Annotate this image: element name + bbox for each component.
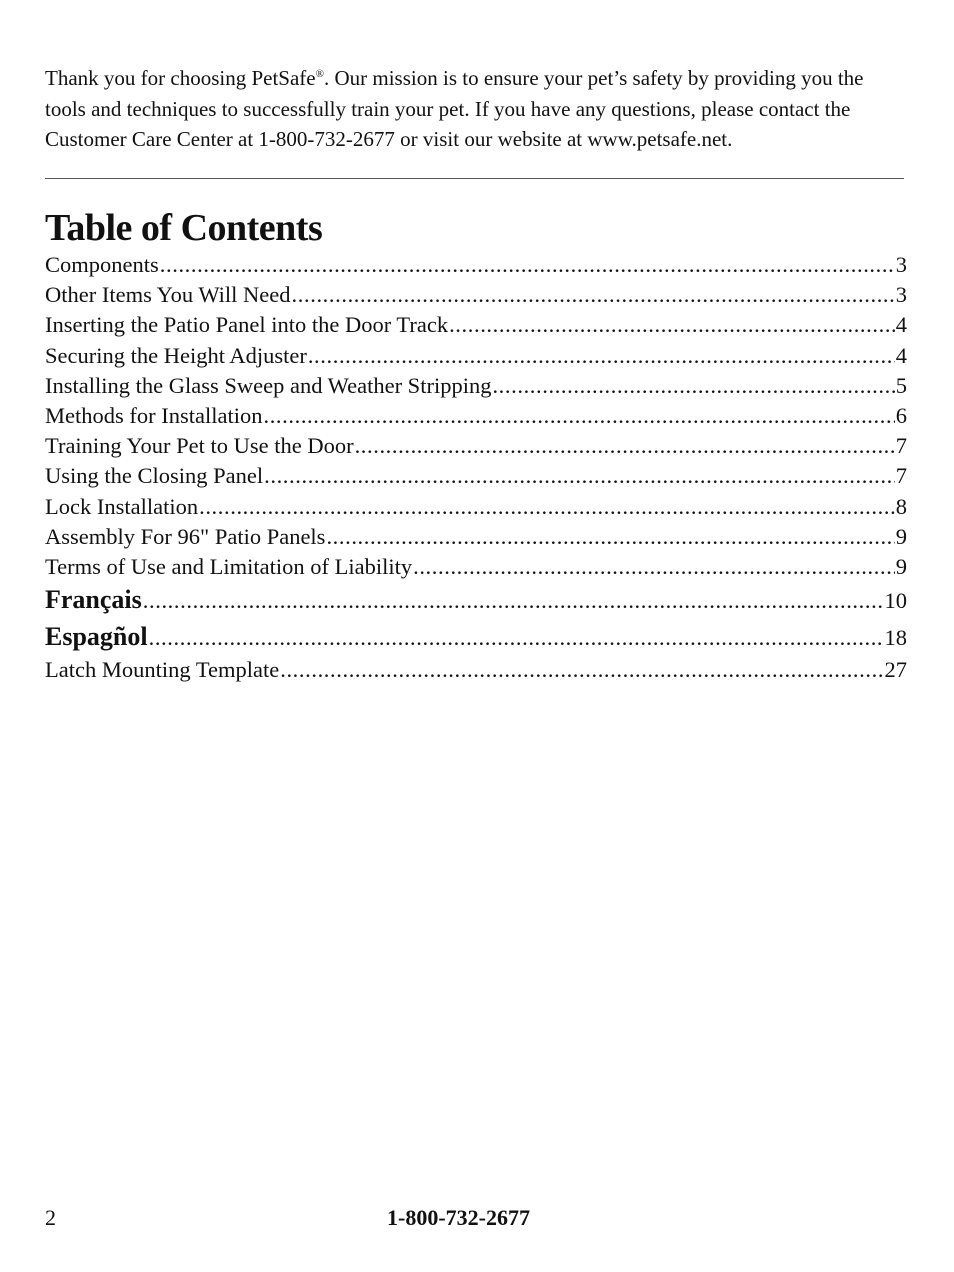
toc-entry-label: Using the Closing Panel — [45, 463, 264, 489]
footer-phone-number: 1-800-732-2677 — [387, 1205, 530, 1230]
toc-entry-page: 9 — [895, 523, 907, 549]
intro-text-start: Thank you for choosing PetSafe — [45, 66, 316, 90]
dot-leader — [160, 250, 895, 280]
dot-leader — [143, 583, 884, 619]
toc-entry-closing-panel[interactable] — [45, 461, 907, 491]
toc-entry-page: 8 — [895, 493, 907, 519]
footer-page-number: 2 — [45, 1205, 56, 1230]
toc-entry-francais[interactable] — [45, 582, 907, 619]
toc-entry-inserting-panel[interactable] — [45, 310, 907, 340]
toc-entry-page: 9 — [895, 553, 907, 579]
toc-entry-label: Terms of Use and Limitation of Liability — [45, 553, 413, 579]
toc-entry-latch-template[interactable] — [45, 655, 907, 685]
toc-entry-espagnol[interactable] — [45, 619, 907, 656]
toc-entry-label: Methods for Installation — [45, 402, 263, 428]
toc-entry-page: 5 — [895, 372, 907, 398]
dot-leader — [449, 310, 895, 340]
dot-leader — [308, 341, 895, 371]
toc-entry-page: 10 — [884, 588, 907, 614]
toc-entry-page: 3 — [895, 282, 907, 308]
toc-entry-assembly-96[interactable] — [45, 522, 907, 552]
toc-entry-label: Other Items You Will Need — [45, 282, 291, 308]
dot-leader — [149, 620, 884, 656]
intro-paragraph — [45, 63, 905, 155]
toc-entry-page: 4 — [895, 312, 907, 338]
intro-text-rest: . Our mission is to ensure your pet’s safety by providing you the tools and techniques to successfully train your pet. If you have any questions, please contact the Customer Care Center at 1-800-732-2677 or visit our website at www.petsafe.net. — [45, 66, 864, 151]
toc-entry-training[interactable] — [45, 431, 907, 461]
toc-title: Table of Contents — [45, 207, 323, 249]
table-of-contents — [45, 250, 907, 685]
toc-entry-page: 6 — [895, 402, 907, 428]
registered-mark: ® — [315, 68, 324, 80]
toc-entry-lock-installation[interactable] — [45, 492, 907, 522]
dot-leader — [263, 401, 894, 431]
dot-leader — [492, 371, 894, 401]
toc-entry-installation-methods[interactable] — [45, 401, 907, 431]
toc-entry-terms-of-use[interactable] — [45, 552, 907, 582]
dot-leader — [199, 492, 895, 522]
section-divider — [45, 178, 904, 179]
dot-leader — [280, 655, 883, 685]
toc-entry-page: 18 — [884, 624, 907, 650]
toc-entry-page: 7 — [895, 433, 907, 459]
toc-entry-page: 4 — [895, 342, 907, 368]
toc-entry-height-adjuster[interactable] — [45, 341, 907, 371]
toc-entry-label: Training Your Pet to Use the Door — [45, 433, 354, 459]
toc-entry-label: Lock Installation — [45, 493, 199, 519]
toc-entry-label: Français — [45, 585, 142, 615]
toc-entry-label: Inserting the Patio Panel into the Door Track — [45, 312, 449, 338]
toc-entry-label: Assembly For 96" Patio Panels — [45, 523, 326, 549]
dot-leader — [355, 431, 895, 461]
toc-entry-page: 3 — [895, 252, 907, 277]
toc-entry-components[interactable] — [45, 250, 907, 280]
toc-entry-label: Espagñol — [45, 621, 148, 651]
dot-leader — [264, 461, 895, 491]
toc-entry-label: Installing the Glass Sweep and Weather Stripping — [45, 372, 492, 398]
toc-entry-page: 27 — [884, 657, 907, 683]
toc-entry-label: Components — [45, 252, 159, 277]
dot-leader — [292, 280, 895, 310]
dot-leader — [413, 552, 895, 582]
toc-entry-glass-sweep[interactable] — [45, 371, 907, 401]
toc-entry-label: Latch Mounting Template — [45, 657, 280, 683]
toc-entry-page: 7 — [895, 463, 907, 489]
dot-leader — [326, 522, 894, 552]
toc-entry-other-items[interactable] — [45, 280, 907, 310]
toc-entry-label: Securing the Height Adjuster — [45, 342, 307, 368]
